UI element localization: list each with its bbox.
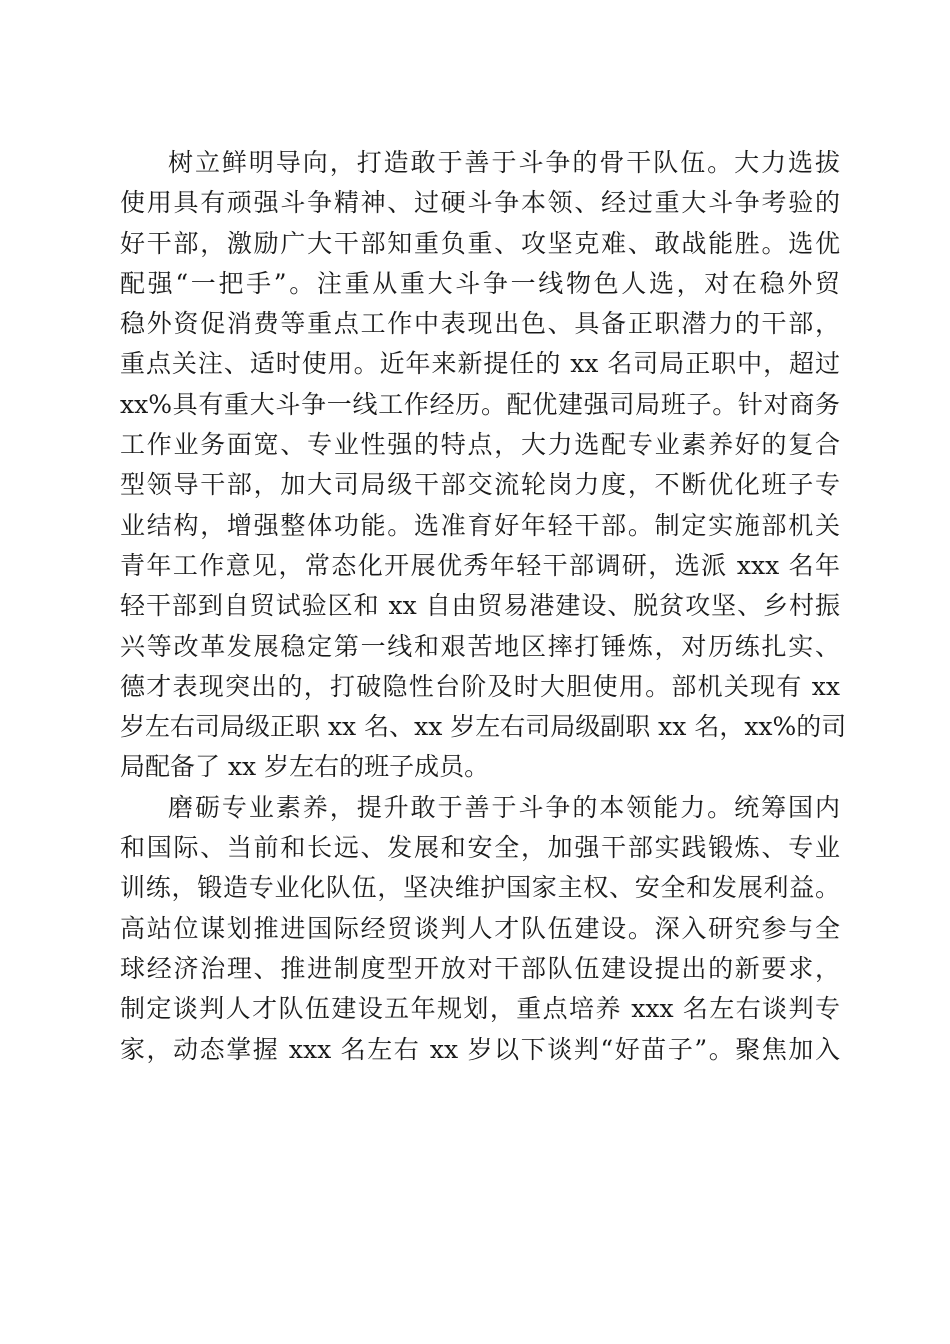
text-line: 磨砺专业素养，提升敢于善于斗争的本领能力。统筹国内 [168,792,840,822]
text-line: 稳外资促消费等重点工作中表现出色、具备正职潜力的干部， [120,309,840,339]
text-line: 重点关注、适时使用。近年来新提任的 xx 名司局正职中，超过 [120,349,840,379]
text-line: 工作业务面宽、专业性强的特点，大力选配专业素养好的复合 [120,430,840,460]
paragraph-1 [120,143,847,788]
document-body [120,143,847,1070]
text-line: 配强“一把手”。注重从重大斗争一线物色人选，对在稳外贸 [120,268,840,298]
text-line: 德才表现突出的，打破隐性台阶及时大胆使用。部机关现有 xx [120,671,840,701]
text-line: 家，动态掌握 xxx 名左右 xx 岁以下谈判“好苗子”。聚焦加入 [120,1034,840,1064]
text-line: 岁左右司局级正职 xx 名、xx 岁左右司局级副职 xx 名，xx%的司 [120,712,847,742]
text-line: 训练，锻造专业化队伍，坚决维护国家主权、安全和发展利益。 [120,873,840,903]
text-line: xx%具有重大斗争一线工作经历。配优建强司局班子。针对商务 [120,389,840,419]
text-line: 和国际、当前和长远、发展和安全，加强干部实践锻炼、专业 [120,833,840,863]
text-line: 球经济治理、推进制度型开放对干部队伍建设提出的新要求， [120,953,840,983]
text-line: 制定谈判人才队伍建设五年规划，重点培养 xxx 名左右谈判专 [120,994,840,1024]
text-line: 型领导干部，加大司局级干部交流轮岗力度，不断优化班子专 [120,470,840,500]
text-line: 局配备了 xx 岁左右的班子成员。 [120,752,490,782]
text-line: 业结构，增强整体功能。选准育好年轻干部。制定实施部机关 [120,510,840,540]
text-line: 高站位谋划推进国际经贸谈判人才队伍建设。深入研究参与全 [120,913,840,943]
paragraph-2 [120,788,840,1070]
text-line: 好干部，激励广大干部知重负重、攻坚克难、敢战能胜。选优 [120,228,840,258]
text-line: 轻干部到自贸试验区和 xx 自由贸易港建设、脱贫攻坚、乡村振 [120,591,840,621]
text-line: 使用具有顽强斗争精神、过硬斗争本领、经过重大斗争考验的 [120,188,840,218]
text-line: 兴等改革发展稳定第一线和艰苦地区摔打锤炼，对历练扎实、 [120,631,840,661]
text-line: 树立鲜明导向，打造敢于善于斗争的骨干队伍。大力选拔 [168,148,840,177]
text-line: 青年工作意见，常态化开展优秀年轻干部调研，选派 xxx 名年 [120,550,840,580]
